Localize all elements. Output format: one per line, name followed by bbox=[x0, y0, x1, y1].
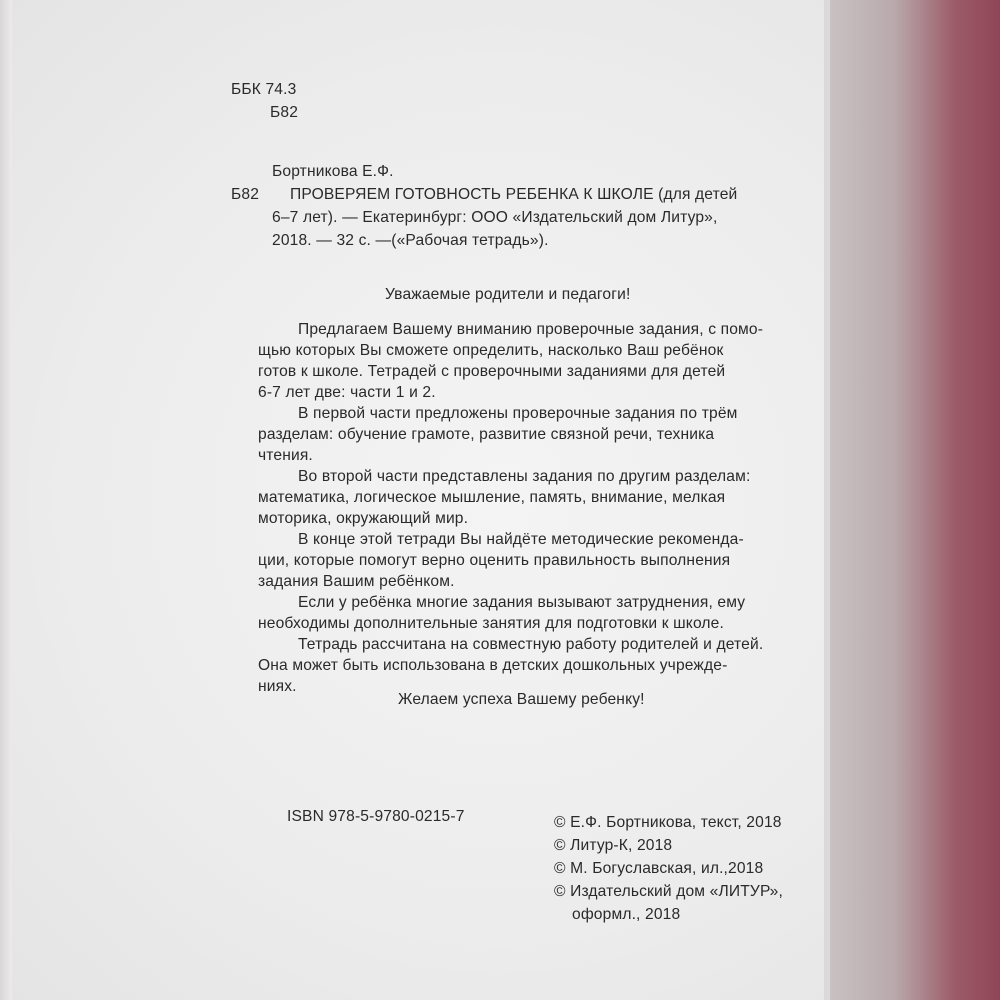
paragraph-6-line-1: Тетрадь рассчитана на совместную работу родителей и детей. bbox=[298, 636, 764, 653]
paragraph-5-line-1: Если у ребёнка многие задания вызывают затруднения, ему bbox=[298, 594, 746, 611]
copyright-line-1: © Е.Ф. Бортникова, текст, 2018 bbox=[554, 814, 782, 831]
paragraph-4-line-2: ции, которые помогут верно оценить правильность выполнения bbox=[258, 552, 731, 569]
paragraph-2-line-1: В первой части предложены проверочные задания по трём bbox=[298, 405, 738, 422]
paragraph-4 bbox=[258, 529, 758, 592]
paragraph-1-line-4: 6-7 лет две: части 1 и 2. bbox=[258, 384, 436, 401]
copyright-line-4: © Издательский дом «ЛИТУР», bbox=[554, 883, 783, 900]
paragraph-4-line-3: задания Вашим ребёнком. bbox=[258, 573, 455, 590]
book-cover-edge bbox=[824, 0, 1000, 1000]
bbk-author-sign: Б82 bbox=[270, 104, 299, 121]
paragraph-3-line-3: моторика, окружающий мир. bbox=[258, 510, 469, 527]
closing-wish: Желаем успеха Вашему ребенку! bbox=[398, 691, 645, 708]
paragraph-5-line-2: необходимы дополнительные занятия для подготовки к школе. bbox=[258, 615, 724, 632]
greeting: Уважаемые родители и педагоги! bbox=[385, 286, 631, 303]
catalog-line-3: 2018. — 32 с. —(«Рабочая тетрадь»). bbox=[272, 232, 549, 249]
paragraph-1-line-3: готов к школе. Тетрадей с проверочными заданиями для детей bbox=[258, 363, 726, 380]
paragraph-3 bbox=[258, 466, 758, 529]
paragraph-3-line-2: математика, логическое мышление, память, внимание, мелкая bbox=[258, 489, 726, 506]
paragraph-6-line-2: Она может быть использована в детских дошкольных учрежде- bbox=[258, 657, 728, 674]
paragraph-6 bbox=[258, 634, 764, 697]
isbn: ISBN 978-5-9780-0215-7 bbox=[287, 808, 465, 825]
paragraph-1-line-2: щью которых Вы сможете определить, насколько Ваш ребёнок bbox=[258, 342, 724, 359]
paragraph-3-line-1: Во второй части представлены задания по другим разделам: bbox=[298, 468, 751, 485]
copyright-line-5: оформл., 2018 bbox=[572, 906, 681, 923]
page-left-edge bbox=[0, 0, 12, 1000]
paragraph-1 bbox=[258, 319, 764, 403]
paragraph-4-line-1: В конце этой тетради Вы найдёте методические рекоменда- bbox=[298, 531, 744, 548]
bbk-code: ББК 74.3 bbox=[231, 81, 297, 98]
catalog-line-2: 6–7 лет). — Екатеринбург: ООО «Издательский дом Литур», bbox=[272, 209, 718, 226]
catalog-author: Бортникова Е.Ф. bbox=[272, 163, 394, 180]
copyright-line-2: © Литур-К, 2018 bbox=[554, 837, 673, 854]
copyright-line-3: © М. Богуславская, ил.,2018 bbox=[554, 860, 764, 877]
catalog-sign: Б82 bbox=[231, 186, 260, 203]
paragraph-1-line-1: Предлагаем Вашему вниманию проверочные задания, с помо- bbox=[298, 321, 764, 338]
paragraph-2-line-3: чтения. bbox=[258, 447, 313, 464]
paragraph-5 bbox=[258, 592, 758, 634]
paragraph-2-line-2: разделам: обучение грамоте, развитие связной речи, техника bbox=[258, 426, 715, 443]
catalog-line-1: ПРОВЕРЯЕМ ГОТОВНОСТЬ РЕБЕНКА К ШКОЛЕ (для детей bbox=[290, 186, 738, 203]
paragraph-6-line-3: ниях. bbox=[258, 678, 297, 695]
paragraph-2 bbox=[258, 403, 758, 466]
